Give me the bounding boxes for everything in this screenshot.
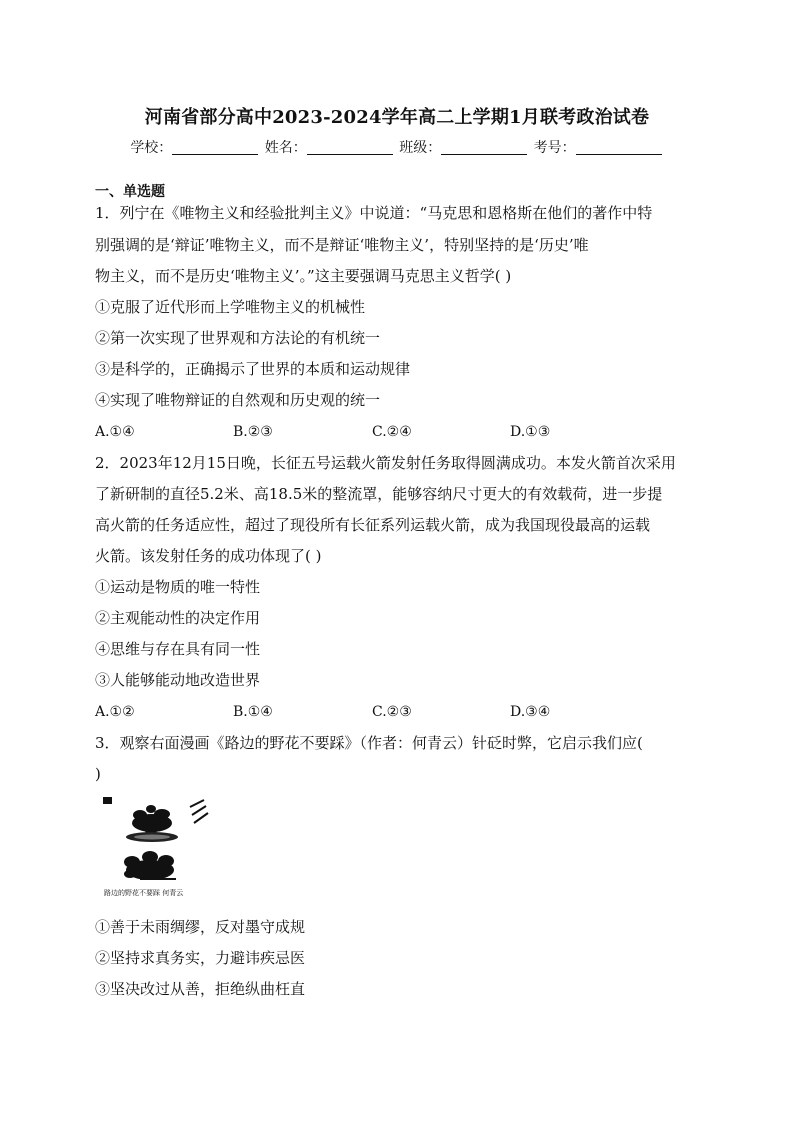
q3-item: ①善于未雨绸缪，反对墨守成规 [95,918,306,936]
section-heading: 一、单选题 [95,184,165,200]
q1-option-a[interactable]: A.①④ [95,424,135,440]
exam-number-blank[interactable] [576,140,662,155]
cartoon-image [100,795,210,901]
cartoon-caption: 路边的野花不要踩 何青云 [104,889,184,897]
name-blank[interactable] [307,140,393,155]
q1-option-d[interactable]: D.①③ [510,424,551,440]
name-label: 姓名： [264,140,307,156]
school-label: 学校： [130,140,173,156]
q2-stem-line: 了新研制的直径5.2米、高18.5米的整流罩，能够容纳尺寸更大的有效载荷，进一步提 [95,485,663,503]
q3-item: ②坚持求真务实，力避讳疾忌医 [95,949,306,967]
school-blank[interactable] [172,140,258,155]
q1-option-b[interactable]: B.②③ [233,424,273,440]
q2-option-a[interactable]: A.①② [95,704,135,720]
q3-stem-line: 3．观察右面漫画《路边的野花不要踩》（作者：何青云）针砭时弊，它启示我们应( [95,734,643,752]
q1-item: ②第一次实现了世界观和方法论的有机统一 [95,329,381,347]
q2-stem-line: 2．2023年12月15日晚，长征五号运载火箭发射任务取得圆满成功。本发火箭首次采用 [95,454,676,472]
q3-stem-line: ) [95,765,101,783]
q2-item: ①运动是物质的唯一特性 [95,578,261,596]
q1-item: ①克服了近代形而上学唯物主义的机械性 [95,298,366,316]
q1-option-c[interactable]: C.②④ [372,424,412,440]
q2-item: ④思维与存在具有同一性 [95,640,261,658]
q3-item: ③坚决改过从善，拒绝纵曲枉直 [95,980,306,998]
student-info-row [0,137,794,157]
q2-stem-line: 火箭。该发射任务的成功体现了( ) [95,547,322,565]
class-label: 班级： [399,140,442,156]
class-blank[interactable] [441,140,527,155]
q2-option-c[interactable]: C.②③ [372,704,412,720]
q1-item: ③是科学的，正确揭示了世界的本质和运动规律 [95,360,411,378]
q1-item: ④实现了唯物辩证的自然观和历史观的统一 [95,391,381,409]
q1-stem-line: 别强调的是‘辩证’唯物主义，而不是辩证‘唯物主义’，特别坚持的是‘历史’唯 [95,236,589,254]
q2-option-d[interactable]: D.③④ [510,704,551,720]
q2-option-b[interactable]: B.①④ [233,704,273,720]
q2-item: ③人能够能动地改造世界 [95,671,261,689]
q1-stem-line: 1．列宁在《唯物主义和经验批判主义》中说道：“马克思和恩格斯在他们的著作中特 [95,204,653,222]
q1-stem-line: 物主义，而不是历史‘唯物主义’。”这主要强调马克思主义哲学( ) [95,267,512,285]
q2-stem-line: 高火箭的任务适应性，超过了现役所有长征系列运载火箭，成为我国现役最高的运载 [95,516,651,534]
exam-number-label: 考号： [533,140,576,156]
q2-item: ②主观能动性的决定作用 [95,609,261,627]
exam-title: 河南省部分高中2023-2024学年高二上学期1月联考政治试卷 [144,107,650,128]
